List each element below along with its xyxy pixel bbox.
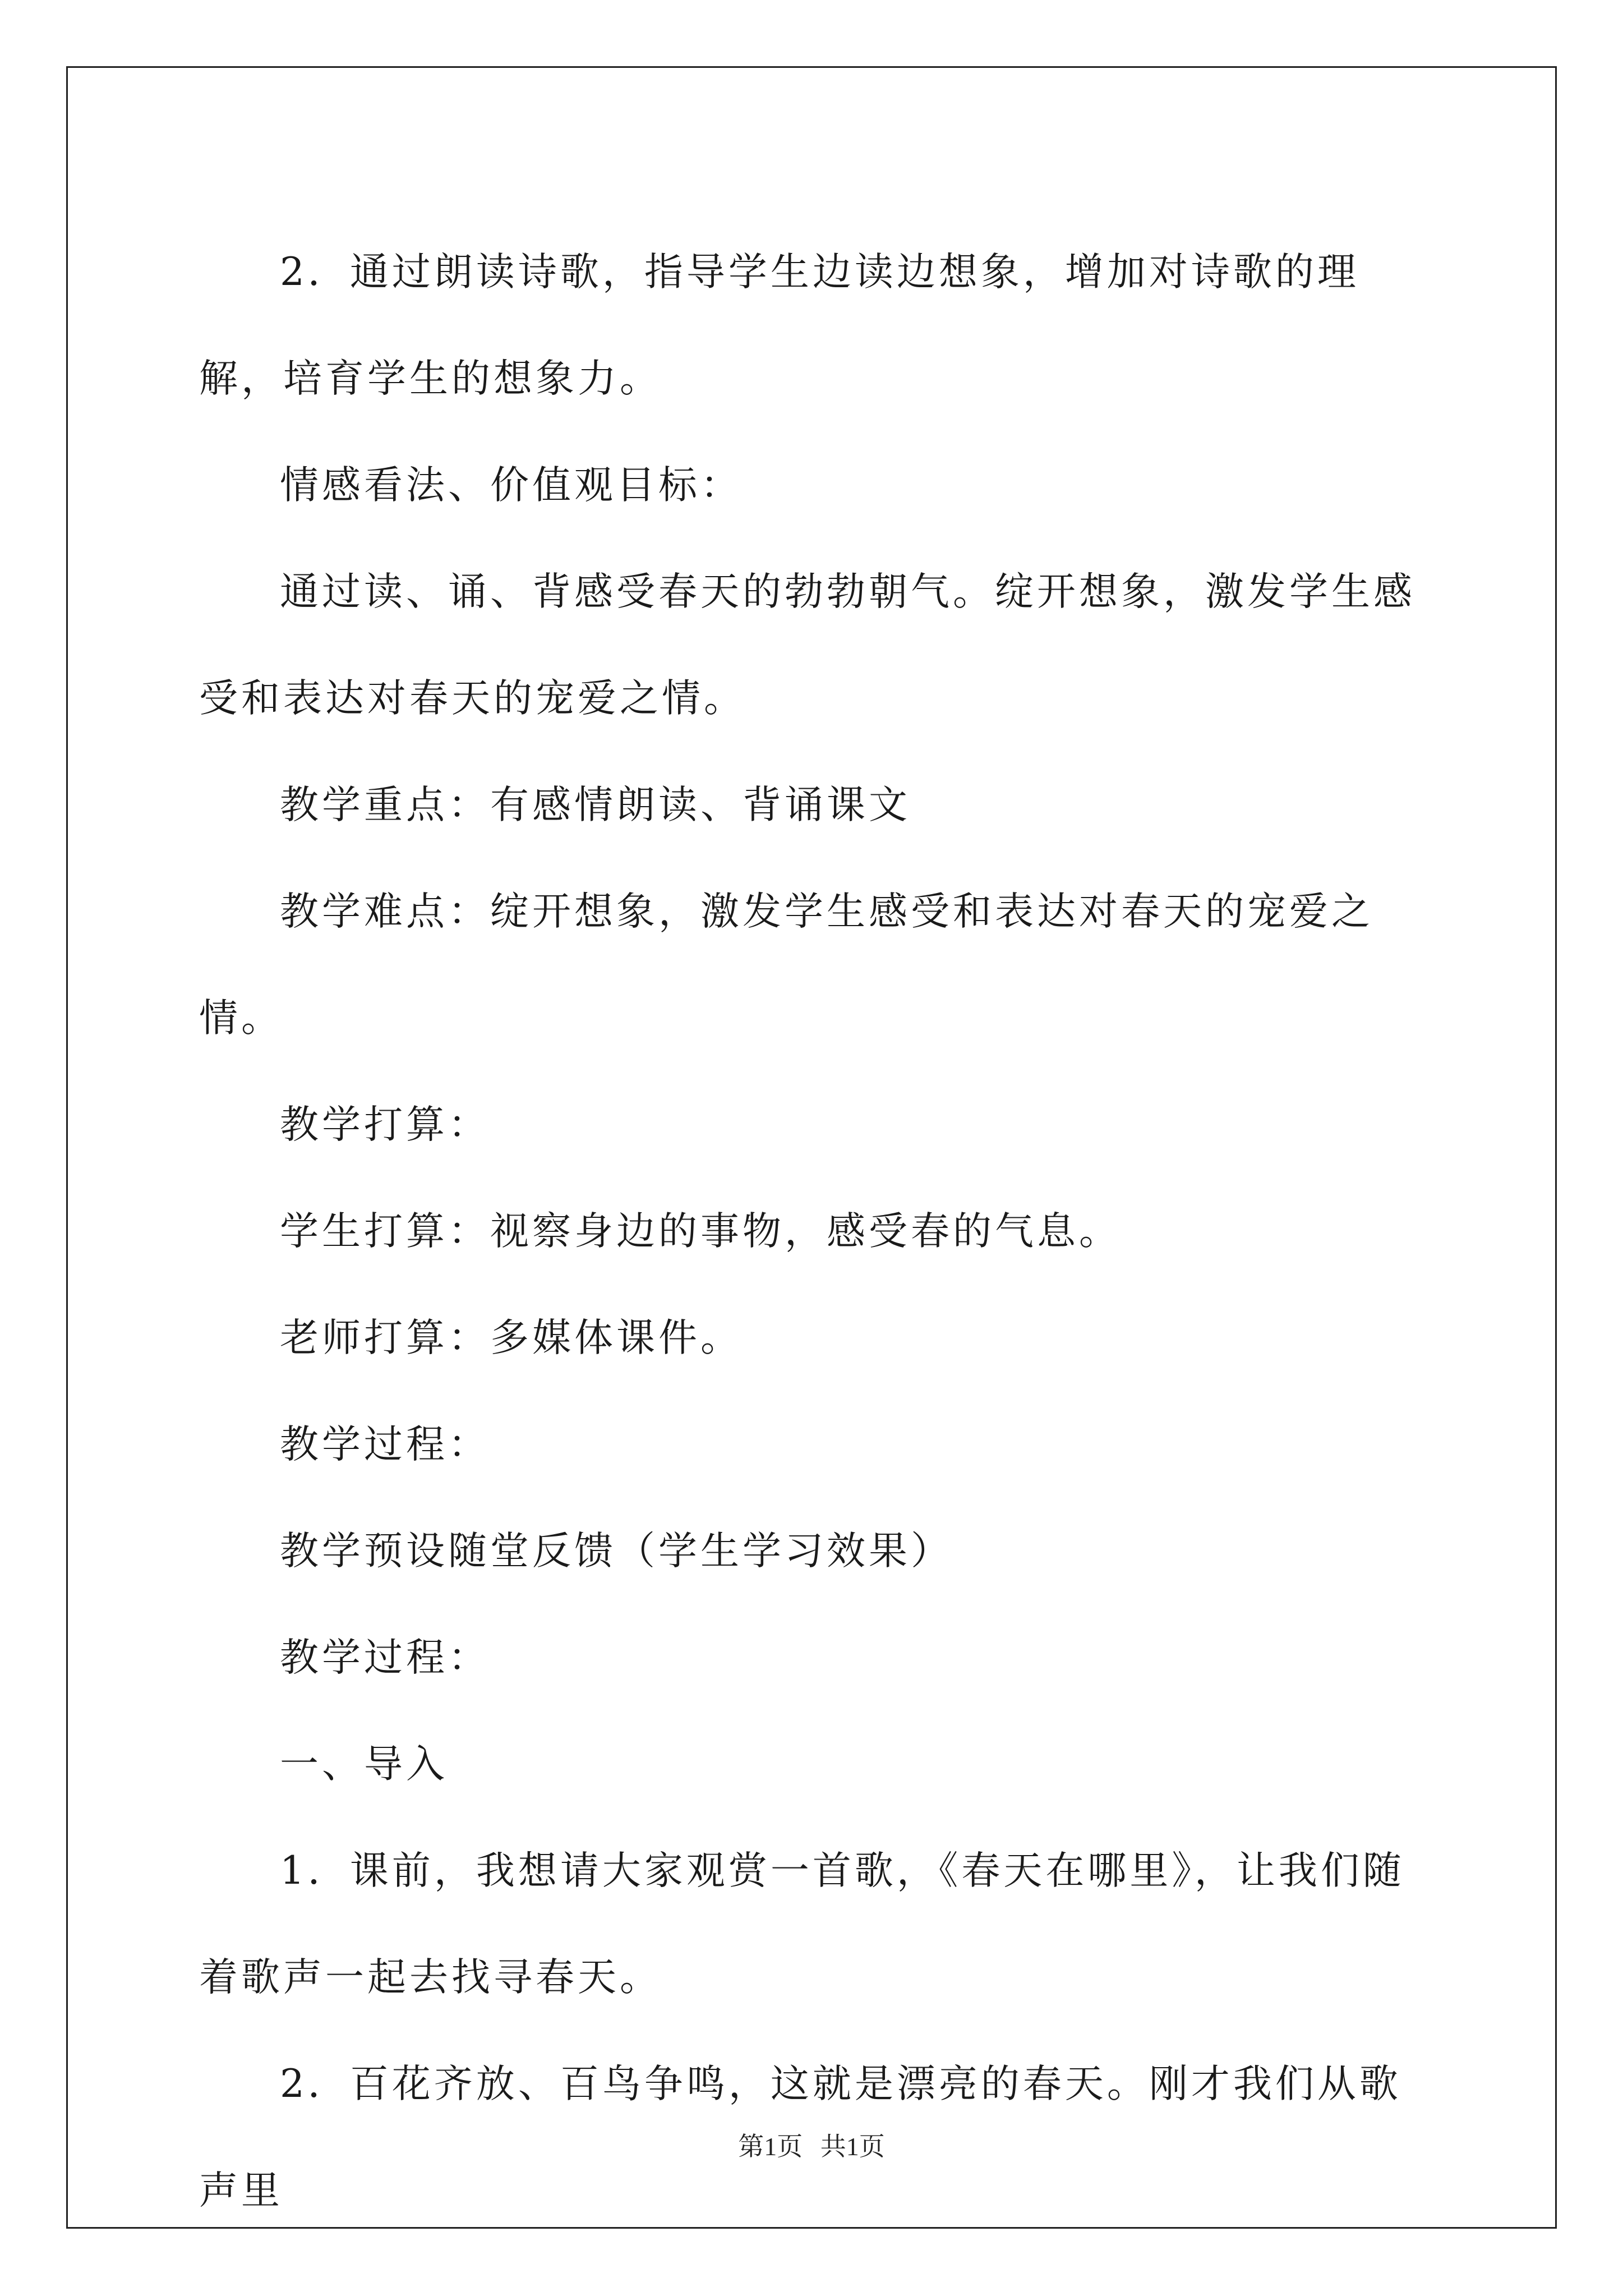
- paragraph: 教学预设随堂反馈（学生学习效果）: [280, 1529, 953, 1573]
- paragraph: 教学难点：绽开想象，激发学生感受和表达对春天的宠爱之情。: [199, 889, 1373, 1041]
- paragraph: 情感看法、价值观目标：: [280, 463, 743, 508]
- paragraph: 通过读、诵、背感受春天的勃勃朝气。绽开想象，激发学生感受和表达对春天的宠爱之情。: [199, 569, 1415, 721]
- paragraph: 2．通过朗读诗歌，指导学生边读边想象，增加对诗歌的理解，培育学生的想象力。: [199, 250, 1359, 401]
- paragraph: 老师打算：多媒体课件。: [280, 1315, 743, 1360]
- document-body: [199, 219, 1428, 2244]
- paragraph: 学生打算：视察身边的事物，感受春的气息。: [280, 1209, 1121, 1254]
- page-number-current: 第1页: [738, 2132, 803, 2161]
- paragraph: 教学过程：: [280, 1635, 490, 1680]
- paragraph: 教学过程：: [280, 1422, 490, 1467]
- page-footer: [0, 2126, 1623, 2163]
- page-number-total: 共1页: [820, 2132, 885, 2161]
- paragraph: 教学打算：: [280, 1102, 490, 1147]
- paragraph: 1．课前，我想请大家观赏一首歌，《春天在哪里》，让我们随着歌声一起去找寻春天。: [199, 1848, 1405, 2000]
- paragraph: 一、导入: [280, 1742, 448, 1787]
- paragraph: 2．百花齐放、百鸟争鸣，这就是漂亮的春天。刚才我们从歌声里: [199, 2062, 1401, 2213]
- paragraph: 教学重点：有感情朗读、背诵课文: [280, 783, 911, 827]
